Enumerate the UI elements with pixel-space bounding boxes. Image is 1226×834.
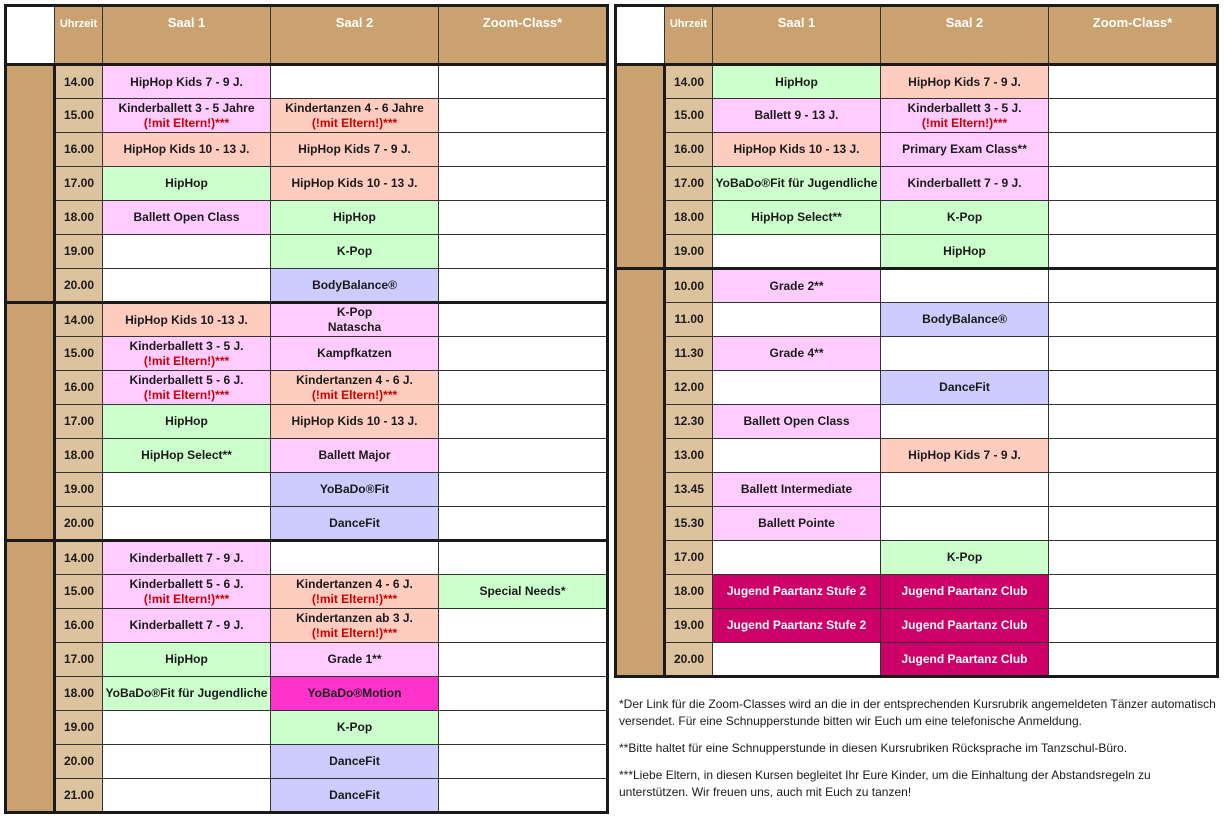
class-name: K-Pop <box>336 305 373 319</box>
header-saal2: Saal 2 <box>271 6 439 65</box>
zoom-class-cell <box>439 201 608 235</box>
class-cell-saal2 <box>271 337 439 371</box>
class-name: Kinderballett 3 - 5 Jahre <box>118 100 255 115</box>
zoom-class-cell <box>1049 575 1218 609</box>
corner-blank <box>6 6 55 65</box>
class-name: Ballett Intermediate <box>740 482 853 496</box>
class-cell-saal2 <box>271 201 439 235</box>
class-name: BodyBalance® <box>312 277 397 292</box>
zoom-class-cell <box>1049 507 1218 541</box>
class-name: HipHop Kids 7 - 9 J. <box>908 74 1021 89</box>
header-zoom: Zoom-Class* <box>439 6 608 65</box>
schedule-row <box>6 303 608 337</box>
time-cell: 12.00 <box>665 371 713 405</box>
footnote-parents: ***Liebe Eltern, in diesen Kursen begleitet Ihr Eure Kinder, um die Einhaltung der Abstandsregeln zu unterstützen. Wir freuen uns, auch mit Euch zu tanzen! <box>619 768 1151 799</box>
zoom-class-cell <box>439 303 608 337</box>
class-cell-saal2 <box>271 303 439 337</box>
schedule-row <box>616 439 1218 473</box>
class-cell-saal2 <box>271 745 439 779</box>
class-cell-saal1 <box>713 99 881 133</box>
schedule-row <box>616 609 1218 643</box>
time-cell: 17.00 <box>665 167 713 201</box>
day-label-freitag <box>616 65 665 269</box>
schedule-row <box>616 371 1218 405</box>
class-cell-saal2 <box>881 133 1049 167</box>
class-name: Kinderballett 3 - 5 J. <box>129 338 244 353</box>
class-cell-saal2 <box>881 541 1049 575</box>
zoom-class-cell <box>439 473 608 507</box>
class-name: Kinderballett 3 - 5 J. <box>907 100 1022 115</box>
time-cell: 17.00 <box>55 643 103 677</box>
class-cell-saal1 <box>103 439 271 473</box>
header-saal2: Saal 2 <box>881 6 1049 65</box>
schedule-row <box>6 269 608 303</box>
schedule-row <box>6 439 608 473</box>
header-saal1: Saal 1 <box>713 6 881 65</box>
class-cell-saal1 <box>103 473 271 507</box>
class-name: Kindertanzen ab 3 J. <box>296 610 413 625</box>
schedule-table-left <box>4 4 609 814</box>
zoom-class-cell <box>1049 337 1218 371</box>
class-cell-saal1 <box>103 269 271 303</box>
class-name: HipHop Select** <box>141 448 232 462</box>
class-cell-saal1 <box>103 303 271 337</box>
time-cell: 11.00 <box>665 303 713 337</box>
time-cell: 10.00 <box>665 269 713 303</box>
class-cell-saal2 <box>881 65 1049 99</box>
class-name: DanceFit <box>329 754 380 768</box>
class-cell-saal1 <box>713 405 881 439</box>
schedule-row <box>6 779 608 813</box>
zoom-class-cell <box>439 439 608 473</box>
class-cell-saal1 <box>103 745 271 779</box>
zoom-class-cell <box>1049 167 1218 201</box>
zoom-class-cell <box>439 235 608 269</box>
class-cell-saal2 <box>881 235 1049 269</box>
footnotes <box>619 696 1219 811</box>
schedule-row <box>6 575 608 609</box>
class-cell-saal2 <box>881 405 1049 439</box>
time-cell: 16.00 <box>55 371 103 405</box>
class-cell-saal1 <box>713 541 881 575</box>
zoom-class-cell <box>439 609 608 643</box>
class-name: Kindertanzen 4 - 6 J. <box>296 372 413 387</box>
class-name: HipHop Kids 10 - 13 J. <box>291 414 418 428</box>
class-name: K-Pop <box>336 720 373 734</box>
class-name: Grade 4** <box>769 346 824 360</box>
class-name: Kinderballett 5 - 6 J. <box>129 372 244 387</box>
class-name: Ballett Pointe <box>758 516 835 530</box>
class-cell-saal1 <box>103 99 271 133</box>
zoom-class-cell <box>1049 269 1218 303</box>
class-cell-saal1 <box>103 65 271 99</box>
schedule-row <box>6 235 608 269</box>
class-name: Jugend Paartanz Club <box>901 618 1028 632</box>
schedule-row <box>616 65 1218 99</box>
class-name: Grade 1** <box>327 652 382 666</box>
class-cell-saal1 <box>713 133 881 167</box>
class-name: Jugend Paartanz Club <box>901 584 1028 598</box>
schedule-row <box>6 507 608 541</box>
class-cell-saal2 <box>271 167 439 201</box>
time-cell: 14.00 <box>665 65 713 99</box>
day-label-mittwoch <box>6 303 55 541</box>
schedule-row <box>616 133 1218 167</box>
class-cell-saal1 <box>103 575 271 609</box>
zoom-class-cell <box>1049 371 1218 405</box>
parent-note: (!mit Eltern!)*** <box>143 591 230 606</box>
zoom-class-cell <box>1049 405 1218 439</box>
class-cell-saal2 <box>271 439 439 473</box>
zoom-class-cell <box>1049 201 1218 235</box>
parent-note: (!mit Eltern!)*** <box>311 625 398 640</box>
time-cell: 20.00 <box>55 507 103 541</box>
class-name: DanceFit <box>329 515 380 530</box>
class-name: HipHop Kids 7 - 9 J. <box>908 448 1021 462</box>
class-cell-saal2 <box>271 473 439 507</box>
class-cell-saal2 <box>271 541 439 575</box>
class-cell-saal2 <box>881 507 1049 541</box>
time-cell: 19.00 <box>55 711 103 745</box>
class-cell-saal2 <box>271 575 439 609</box>
class-cell-saal1 <box>103 133 271 167</box>
schedule-row <box>616 303 1218 337</box>
zoom-class-cell <box>439 643 608 677</box>
parent-note: (!mit Eltern!)*** <box>311 591 398 606</box>
zoom-class-cell <box>439 99 608 133</box>
class-cell-saal2 <box>881 201 1049 235</box>
class-name: HipHop Kids 10 - 13 J. <box>291 176 418 190</box>
schedule-table-right <box>614 4 1219 678</box>
class-name: HipHop <box>943 243 986 258</box>
class-name: Natascha <box>327 320 382 334</box>
class-cell-saal2 <box>881 269 1049 303</box>
time-cell: 17.00 <box>55 405 103 439</box>
class-name: Ballett 9 - 13 J. <box>754 108 839 122</box>
schedule-row <box>6 677 608 711</box>
footnote-zoom: *Der Link für die Zoom-Classes wird an die in der entsprechenden Kursrubrik angemeldeten Tänzer automatisch versendet. Für eine Schnupperstunde bitten wir Euch um eine telefonische Anmeldung. <box>619 697 1216 728</box>
class-cell-saal1 <box>103 541 271 575</box>
class-name: DanceFit <box>329 787 380 802</box>
class-name: HipHop Kids 10 -13 J. <box>125 312 248 327</box>
class-cell-saal1 <box>103 405 271 439</box>
zoom-class-cell <box>439 745 608 779</box>
class-cell-saal2 <box>271 65 439 99</box>
class-cell-saal1 <box>713 303 881 337</box>
class-name: DanceFit <box>939 380 990 394</box>
footnote-trial: **Bitte haltet für eine Schnupperstunde in diesen Kursrubriken Rücksprache im Tanzschul-Büro. <box>619 741 1128 755</box>
time-cell: 18.00 <box>55 201 103 235</box>
time-cell: 14.00 <box>55 541 103 575</box>
zoom-class-cell <box>439 711 608 745</box>
schedule-row <box>616 541 1218 575</box>
class-name: HipHop Kids 7 - 9 J. <box>298 142 411 156</box>
schedule-row <box>6 643 608 677</box>
class-cell-saal2 <box>881 99 1049 133</box>
zoom-class-cell <box>439 167 608 201</box>
class-name: K-Pop <box>336 244 373 258</box>
schedule-row <box>616 643 1218 677</box>
time-cell: 15.00 <box>55 575 103 609</box>
schedule-row <box>6 133 608 167</box>
class-cell-saal1 <box>713 575 881 609</box>
class-cell-saal2 <box>881 643 1049 677</box>
schedule-row <box>616 575 1218 609</box>
header-zoom: Zoom-Class* <box>1049 6 1218 65</box>
time-cell: 15.30 <box>665 507 713 541</box>
zoom-class-cell <box>1049 65 1218 99</box>
time-cell: 19.00 <box>55 473 103 507</box>
class-cell-saal2 <box>881 337 1049 371</box>
zoom-class-cell <box>439 575 608 609</box>
class-cell-saal2 <box>271 677 439 711</box>
schedule-row <box>616 507 1218 541</box>
class-name: HipHop Select** <box>751 210 842 224</box>
zoom-class-cell <box>439 65 608 99</box>
time-cell: 11.30 <box>665 337 713 371</box>
class-cell-saal1 <box>713 643 881 677</box>
class-name: K-Pop <box>946 550 983 564</box>
zoom-class-cell <box>439 371 608 405</box>
zoom-class-cell <box>1049 439 1218 473</box>
class-name: Ballett Major <box>318 448 391 462</box>
class-cell-saal1 <box>103 201 271 235</box>
class-cell-saal2 <box>271 711 439 745</box>
class-cell-saal2 <box>881 167 1049 201</box>
schedule-row <box>6 337 608 371</box>
time-cell: 18.00 <box>55 677 103 711</box>
zoom-class-cell <box>1049 473 1218 507</box>
class-name: Grade 2** <box>769 278 824 293</box>
schedule-row <box>616 99 1218 133</box>
class-name: Kampfkatzen <box>317 346 392 360</box>
class-cell-saal2 <box>271 269 439 303</box>
class-cell-saal1 <box>103 167 271 201</box>
time-cell: 18.00 <box>665 575 713 609</box>
schedule-row <box>6 371 608 405</box>
class-cell-saal1 <box>713 439 881 473</box>
class-cell-saal1 <box>713 609 881 643</box>
schedule-row <box>6 541 608 575</box>
zoom-class-cell <box>439 405 608 439</box>
zoom-class-cell <box>439 541 608 575</box>
class-name: Kinderballett 7 - 9 J. <box>129 618 244 632</box>
class-cell-saal2 <box>271 133 439 167</box>
parent-note: (!mit Eltern!)*** <box>311 387 398 402</box>
schedule-row <box>616 167 1218 201</box>
time-cell: 14.00 <box>55 65 103 99</box>
class-name: K-Pop <box>946 210 983 224</box>
class-cell-saal2 <box>881 609 1049 643</box>
time-cell: 16.00 <box>55 133 103 167</box>
schedule-row <box>6 201 608 235</box>
zoom-class-cell <box>1049 133 1218 167</box>
class-cell-saal1 <box>713 65 881 99</box>
class-cell-saal1 <box>103 677 271 711</box>
schedule-row <box>6 711 608 745</box>
class-cell-saal2 <box>271 643 439 677</box>
class-name: YoBaDo®Fit <box>319 482 390 496</box>
class-cell-saal2 <box>271 779 439 813</box>
time-cell: 20.00 <box>665 643 713 677</box>
class-name: HipHop <box>165 176 208 190</box>
schedule-row <box>6 167 608 201</box>
time-cell: 18.00 <box>55 439 103 473</box>
class-cell-saal1 <box>103 507 271 541</box>
class-name: HipHop Kids 10 - 13 J. <box>123 142 250 156</box>
day-label-samstag <box>616 269 665 677</box>
class-name: HipHop Kids 7 - 9 J. <box>130 74 243 89</box>
class-cell-saal2 <box>271 235 439 269</box>
class-cell-saal1 <box>713 269 881 303</box>
zoom-class-cell <box>439 269 608 303</box>
time-cell: 16.00 <box>665 133 713 167</box>
class-name: HipHop <box>333 210 376 224</box>
class-name: BodyBalance® <box>922 312 1007 326</box>
time-cell: 16.00 <box>55 609 103 643</box>
time-cell: 20.00 <box>55 269 103 303</box>
class-name: Jugend Paartanz Stufe 2 <box>726 584 867 598</box>
class-cell-saal2 <box>271 609 439 643</box>
class-name: Ballett Open Class <box>133 210 240 224</box>
class-cell-saal1 <box>713 167 881 201</box>
class-cell-saal1 <box>713 337 881 371</box>
schedule-row <box>6 609 608 643</box>
zoom-class-cell <box>1049 541 1218 575</box>
schedule-row <box>616 405 1218 439</box>
time-cell: 19.00 <box>665 235 713 269</box>
class-name: HipHop Kids 10 - 13 J. <box>733 142 860 156</box>
parent-note: (!mit Eltern!)*** <box>143 353 230 368</box>
class-cell-saal1 <box>103 235 271 269</box>
zoom-class-cell <box>439 677 608 711</box>
class-cell-saal1 <box>103 711 271 745</box>
zoom-class-cell <box>1049 609 1218 643</box>
class-name: Kinderballett 7 - 9 J. <box>907 176 1022 190</box>
time-cell: 15.00 <box>55 99 103 133</box>
class-cell-saal2 <box>881 439 1049 473</box>
time-cell: 17.00 <box>665 541 713 575</box>
class-cell-saal1 <box>713 201 881 235</box>
class-cell-saal1 <box>103 337 271 371</box>
schedule-row <box>6 405 608 439</box>
time-cell: 21.00 <box>55 779 103 813</box>
zoom-class-cell <box>1049 303 1218 337</box>
class-cell-saal1 <box>103 371 271 405</box>
class-cell-saal2 <box>271 99 439 133</box>
class-name: Kinderballett 5 - 6 J. <box>129 576 244 591</box>
schedule-row <box>616 201 1218 235</box>
header-time: Uhrzeit <box>665 6 713 65</box>
class-cell-saal1 <box>103 609 271 643</box>
class-cell-saal1 <box>103 643 271 677</box>
schedule-row <box>6 65 608 99</box>
class-name: Special Needs* <box>479 584 566 598</box>
time-cell: 13.00 <box>665 439 713 473</box>
time-cell: 15.00 <box>55 337 103 371</box>
parent-note: (!mit Eltern!)*** <box>143 115 230 130</box>
class-name: Ballett Open Class <box>743 414 850 428</box>
time-cell: 12.30 <box>665 405 713 439</box>
class-cell-saal1 <box>713 507 881 541</box>
zoom-class-cell <box>439 133 608 167</box>
class-cell-saal2 <box>271 371 439 405</box>
time-cell: 13.45 <box>665 473 713 507</box>
zoom-class-cell <box>439 507 608 541</box>
header-time: Uhrzeit <box>55 6 103 65</box>
class-name: Jugend Paartanz Club <box>901 651 1028 666</box>
class-cell-saal1 <box>713 371 881 405</box>
time-cell: 14.00 <box>55 303 103 337</box>
class-cell-saal2 <box>271 507 439 541</box>
zoom-class-cell <box>439 779 608 813</box>
class-cell-saal2 <box>271 405 439 439</box>
class-name: HipHop <box>775 74 818 89</box>
parent-note: (!mit Eltern!)*** <box>143 387 230 402</box>
class-name: YoBaDo®Fit für Jugendliche <box>715 176 878 190</box>
class-cell-saal2 <box>881 303 1049 337</box>
class-name: HipHop <box>165 652 208 666</box>
class-name: HipHop <box>165 414 208 428</box>
schedule-row <box>616 235 1218 269</box>
class-name: YoBaDo®Motion <box>307 686 402 700</box>
parent-note: (!mit Eltern!)*** <box>311 115 398 130</box>
corner-blank <box>616 6 665 65</box>
class-cell-saal1 <box>103 779 271 813</box>
class-name: Kindertanzen 4 - 6 J. <box>296 576 413 591</box>
class-cell-saal2 <box>881 575 1049 609</box>
class-cell-saal2 <box>881 371 1049 405</box>
zoom-class-cell <box>1049 643 1218 677</box>
class-cell-saal1 <box>713 235 881 269</box>
time-cell: 20.00 <box>55 745 103 779</box>
schedule-row <box>616 337 1218 371</box>
class-name: Kinderballett 7 - 9 J. <box>129 550 244 565</box>
schedule-row <box>616 473 1218 507</box>
time-cell: 17.00 <box>55 167 103 201</box>
time-cell: 19.00 <box>55 235 103 269</box>
class-name: Primary Exam Class** <box>902 142 1027 156</box>
schedule-row <box>6 473 608 507</box>
parent-note: (!mit Eltern!)*** <box>921 115 1008 130</box>
class-cell-saal1 <box>713 473 881 507</box>
schedule-row <box>616 269 1218 303</box>
schedule-row <box>6 745 608 779</box>
zoom-class-cell <box>1049 99 1218 133</box>
class-name: YoBaDo®Fit für Jugendliche <box>105 686 268 700</box>
day-label-donnerstag <box>6 541 55 813</box>
class-cell-saal2 <box>881 473 1049 507</box>
time-cell: 18.00 <box>665 201 713 235</box>
day-label-dienstag <box>6 65 55 303</box>
class-name: Kindertanzen 4 - 6 Jahre <box>285 100 424 115</box>
zoom-class-cell <box>439 337 608 371</box>
schedule-row <box>6 99 608 133</box>
time-cell: 19.00 <box>665 609 713 643</box>
class-name: Jugend Paartanz Stufe 2 <box>726 618 867 632</box>
zoom-class-cell <box>1049 235 1218 269</box>
time-cell: 15.00 <box>665 99 713 133</box>
header-saal1: Saal 1 <box>103 6 271 65</box>
